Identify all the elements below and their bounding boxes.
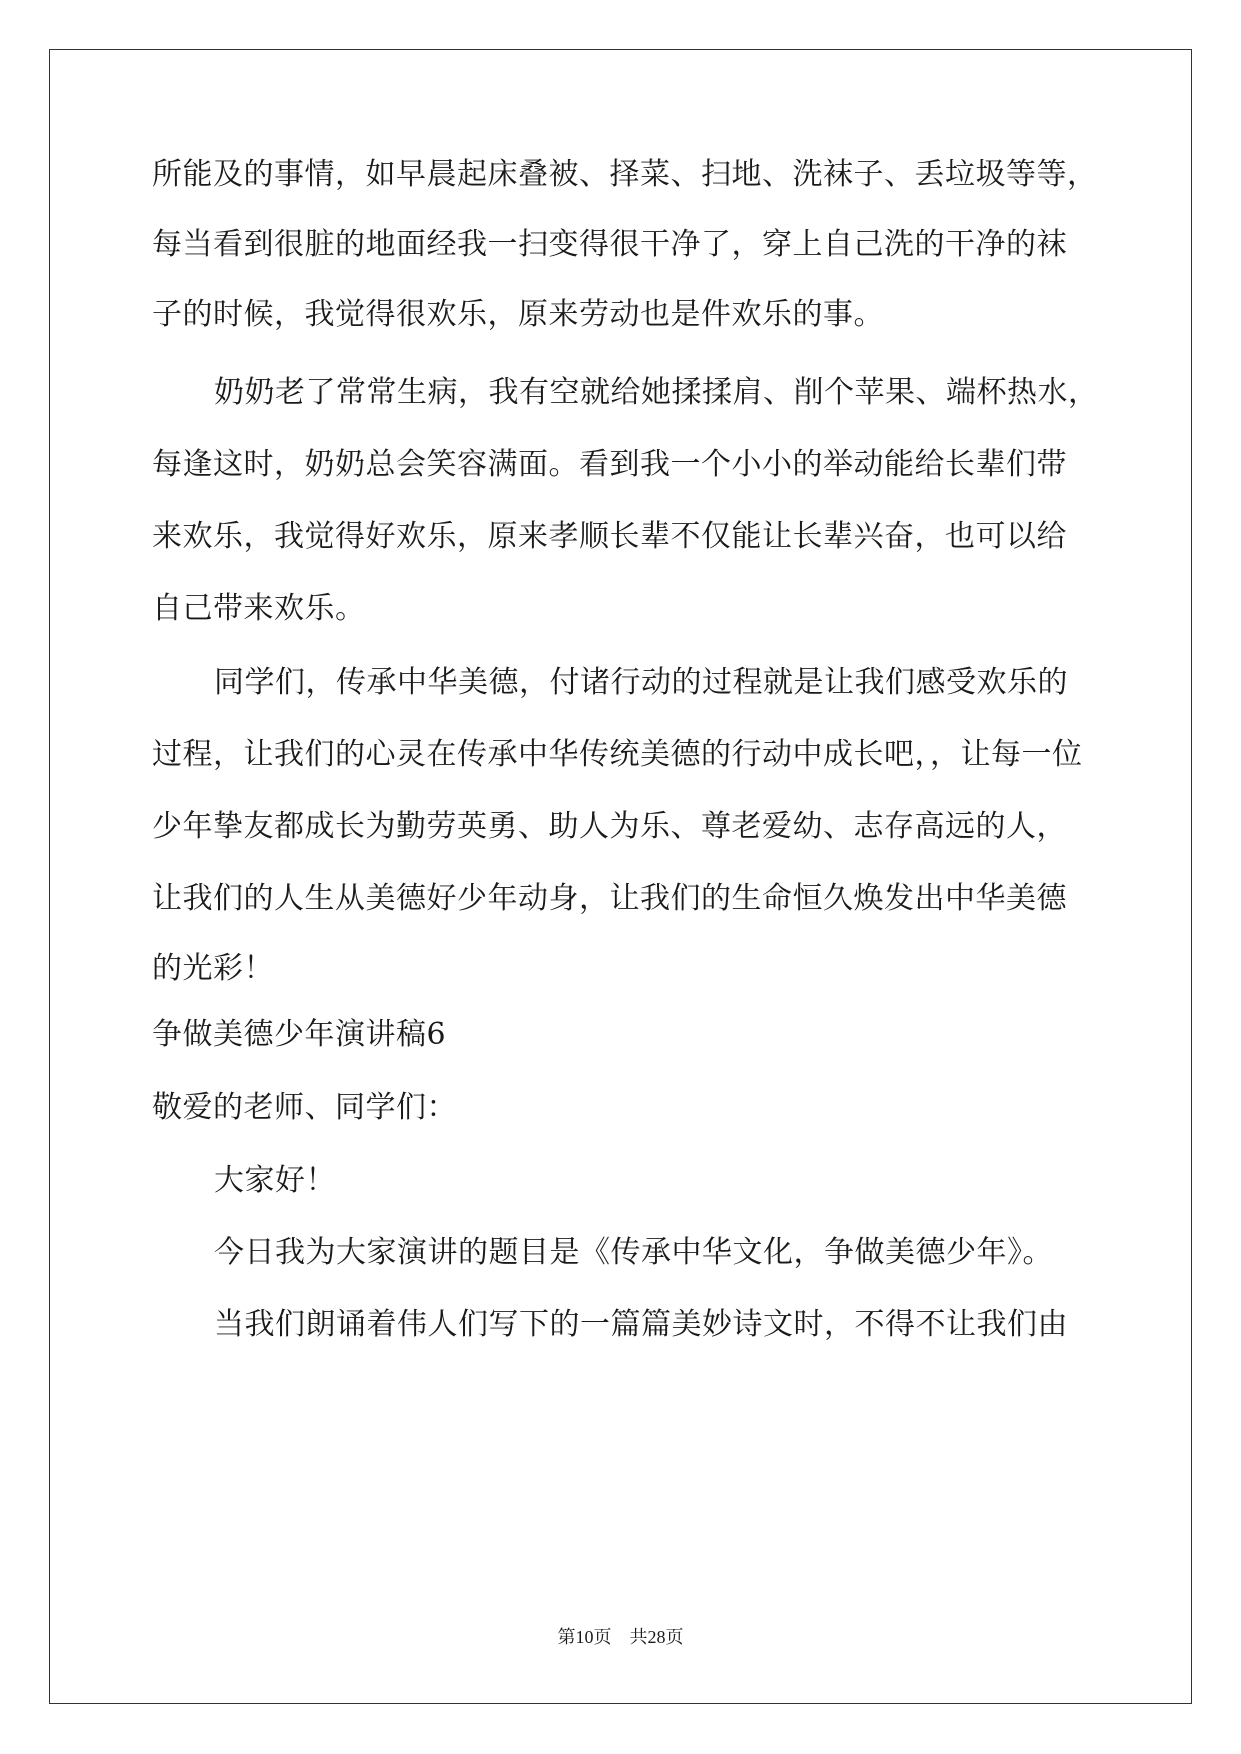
paragraph-line: 过程，让我们的心灵在传承中华传统美德的行动中成长吧，，让每一位 xyxy=(152,737,1083,772)
paragraph-line: 同学们，传承中华美德，付诸行动的过程就是让我们感受欢乐的 xyxy=(214,665,1068,700)
paragraph-line: 奶奶老了常常生病，我有空就给她揉揉肩、削个苹果、端杯热水， xyxy=(214,375,1099,410)
current-page-label: 第10页 xyxy=(557,1627,612,1647)
salutation: 敬爱的老师、同学们： xyxy=(152,1090,457,1125)
paragraph-line: 每逢这时，奶奶总会笑容满面。看到我一个小小的举动能给长辈们带 xyxy=(152,447,1067,482)
paragraph-line: 今日我为大家演讲的题目是《传承中华文化，争做美德少年》。 xyxy=(214,1235,1053,1270)
section-heading: 争做美德少年演讲稿6 xyxy=(152,1017,447,1052)
paragraph-line: 少年挚友都成长为勤劳英勇、助人为乐、尊老爱幼、志存高远的人， xyxy=(152,809,1067,844)
page-footer xyxy=(0,1623,1241,1649)
paragraph-line: 每当看到很脏的地面经我一扫变得很干净了，穿上自己洗的干净的袜 xyxy=(152,227,1067,262)
paragraph-line: 来欢乐，我觉得好欢乐，原来孝顺长辈不仅能让长辈兴奋，也可以给 xyxy=(152,519,1067,554)
paragraph-line: 自己带来欢乐。 xyxy=(152,591,366,626)
paragraph-line: 所能及的事情，如早晨起床叠被、择菜、扫地、洗袜子、丢垃圾等等， xyxy=(152,157,1098,192)
paragraph-line: 子的时候，我觉得很欢乐，原来劳动也是件欢乐的事。 xyxy=(152,297,884,332)
paragraph-line: 的光彩！ xyxy=(152,951,274,986)
paragraph-line: 让我们的人生从美德好少年动身，让我们的生命恒久焕发出中华美德 xyxy=(152,881,1067,916)
paragraph-line: 当我们朗诵着伟人们写下的一篇篇美妙诗文时，不得不让我们由 xyxy=(214,1307,1068,1342)
total-pages-label: 共28页 xyxy=(629,1627,684,1647)
greeting: 大家好！ xyxy=(214,1163,336,1198)
